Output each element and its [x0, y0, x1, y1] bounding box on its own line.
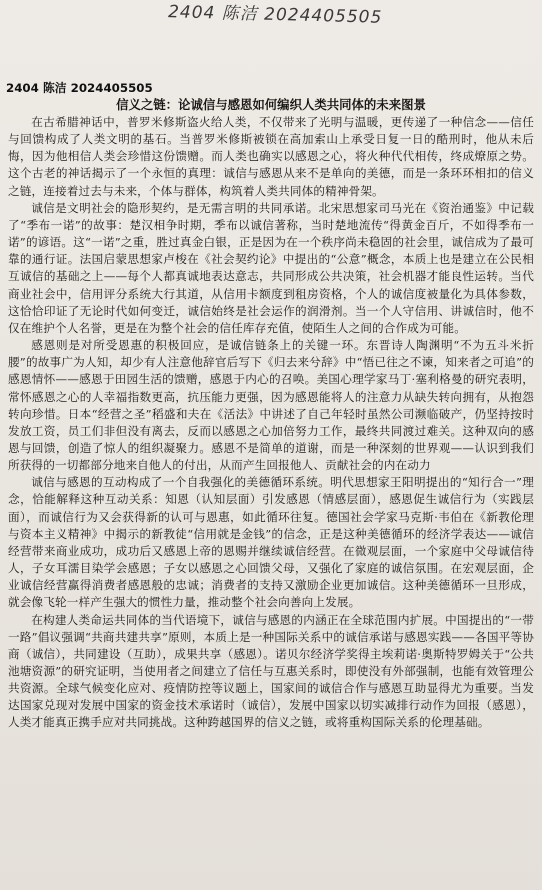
- paragraph-5: 在构建人类命运共同体的当代语境下，诚信与感恩的内涵正在全球范围内扩展。中国提出的“一带一路”倡议强调“共商共建共享”原则，本质上是一种国际关系中的诚信承诺与感恩实践——各国平等协商（诚信），共同建设（互助），成果共享（感恩）。诺贝尔经济学奖得主埃莉诺·奥斯特罗姆关于“公共池塘资源”的研究证明，当使用者之间建立了信任与互惠关系时，即使没有外部强制，也能有效管理公共资源。全球气候变化应对、疫情防控等议题上，国家间的诚信合作与感恩互助显得尤为重要。当发达国家兑现对发展中国家的资金技术承诺时（诚信），发展中国家以切实减排行动作为回报（感恩），人类才能真正携手应对共同挑战。这种跨越国界的信义之链，或将重构国际关系的伦理基础。: [8, 612, 534, 730]
- paragraph-4: 诚信与感恩的互动构成了一个自我强化的美德循环系统。明代思想家王阳明提出的“知行合一”理念，恰能解释这种互动关系：知恩（认知层面）引发感恩（情感层面），感恩促生诚信行为（实践层面），而诚信行为又会获得新的认可与恩惠，如此循环往复。德国社会学家马克斯·韦伯在《新教伦理与资本主义精神》中揭示的新教徒“信用就是金钱”的信念，正是这种美德循环的经济学表达——诚信经营带来商业成功，成功后又感恩上帝的恩赐并继续诚信经营。在微观层面，一个家庭中父母诚信待人，子女耳濡目染学会感恩；子女以感恩之心回馈父母，又强化了家庭的诚信氛围。在宏观层面，企业诚信经营赢得消费者感恩般的忠诚；消费者的支持又激励企业更加诚信。这种美德循环一旦形成，就会像飞轮一样产生强大的惯性力量，推动整个社会向善向上发展。: [8, 475, 534, 610]
- essay-body: [8, 114, 534, 888]
- author-line: 2404 陈洁 2024405505: [6, 81, 153, 95]
- paragraph-1: 在古希腊神话中，普罗米修斯盗火给人类，不仅带来了光明与温暖，更传递了一种信念——信任与回馈构成了人类文明的基石。当普罗米修斯被锁在高加索山上承受日复一日的酷刑时，他从未后悔，因为他相信人类会珍惜这份馈赠。而人类也确实以感恩之心，将火种代代相传，终成燎原之势。这个古老的神话揭示了一个永恒的真理：诚信与感恩从来不是单向的美德，而是一条环环相扣的信义之链，连接着过去与未来，个体与群体，构筑着人类共同体的精神骨架。: [8, 115, 534, 198]
- paragraph-3: 感恩则是对所受恩惠的积极回应，是诚信链条上的关键一环。东晋诗人陶渊明“不为五斗米折腰”的故事广为人知，却少有人注意他辞官后写下《归去来兮辞》中“悟已往之不谏，知来者之可追”的感恩情怀——感恩于田园生活的馈赠，感恩于内心的召唤。美国心理学家马丁·塞利格曼的研究表明，常怀感恩之心的人幸福指数更高，抗压能力更强，因为感恩能将人的注意力从缺失转向拥有，从抱怨转向珍惜。日本“经营之圣”稻盛和夫在《活法》中讲述了自己年轻时虽然公司濒临破产，仍坚持按时发放工资，员工们非但没有离去，反而以感恩之心加倍努力工作，最终共同渡过难关。这种双向的感恩与回馈，创造了惊人的组织凝聚力。感恩不是简单的道谢，而是一种深刻的世界观——认识到我们所获得的一切都部分地来自他人的付出，从而产生回报他人、贡献社会的内在动力: [8, 338, 534, 473]
- essay-title: 信义之链：论诚信与感恩如何编织人类共同体的未来图景: [116, 97, 426, 112]
- paragraph-2: 诚信是文明社会的隐形契约，是无需言明的共同承诺。北宋思想家司马光在《资治通鉴》中记载了“季布一诺”的故事：楚汉相争时期，季布以诚信著称，当时楚地流传“得黄金百斤，不如得季布一诺”的谚语。这“一诺”之重，胜过真金白银，正是因为在一个秩序尚未稳固的社会里，诚信成为了最可靠的通行证。法国启蒙思想家卢梭在《社会契约论》中提出的“公意”概念，本质上也是建立在公民相互诚信的基础之上——每个人都真诚地表达意志，共同形成公共决策，社会机器才能良性运转。当代商业社会中，信用评分系统大行其道，从信用卡额度到租房资格，个人的诚信度被量化为具体参数，这恰恰印证了无论时代如何变迁，诚信始终是社会运作的润滑剂。当一个人守信用、讲诚信时，他不仅在维护个人名誉，更是在为整个社会的信任库存充值，使陌生人之间的合作成为可能。: [8, 200, 534, 335]
- handwritten-header-note: 2404 陈洁 2024405505: [167, 2, 383, 28]
